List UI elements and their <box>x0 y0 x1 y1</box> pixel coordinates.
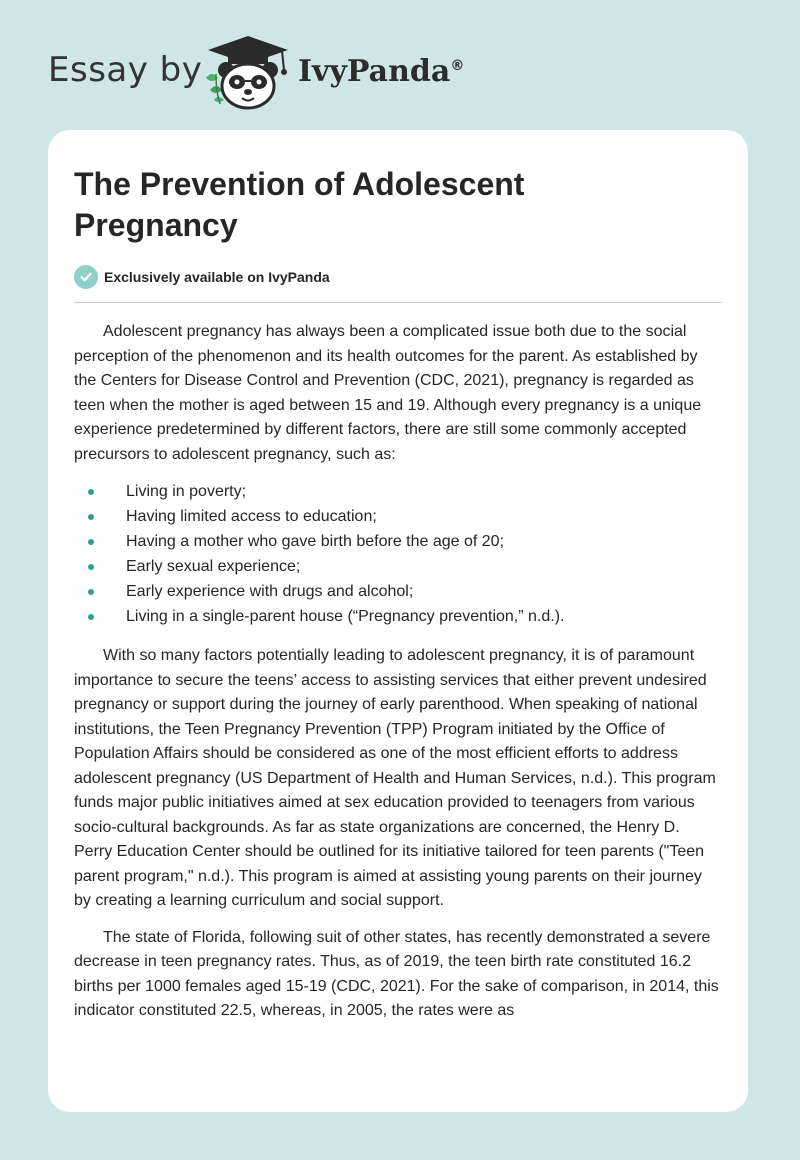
bullet-icon <box>88 539 94 545</box>
exclusive-badge-label: Exclusively available on IvyPanda <box>104 269 330 285</box>
list-item <box>74 479 722 504</box>
list-item <box>74 604 722 629</box>
site-header <box>0 0 800 120</box>
bullet-icon <box>88 514 94 520</box>
list-item-text: Having a mother who gave birth before the age of 20; <box>126 533 505 550</box>
bullet-icon <box>88 589 94 595</box>
essay-body <box>74 320 722 1036</box>
list-item-text: Living in a single-parent house (“Pregnancy prevention,” n.d.). <box>126 608 565 625</box>
precursor-list <box>74 479 722 629</box>
list-item-text: Early experience with drugs and alcohol; <box>126 583 414 600</box>
list-item <box>74 529 722 554</box>
title-divider <box>74 302 722 303</box>
list-item <box>74 504 722 529</box>
bullet-icon <box>88 614 94 620</box>
list-item-text: Early sexual experience; <box>126 558 301 575</box>
essay-card <box>48 130 748 1112</box>
list-item <box>74 554 722 579</box>
bullet-icon <box>88 564 94 570</box>
paragraph-1: Adolescent pregnancy has always been a complicated issue both due to the social perception of the phenomenon and its health outcomes for the parent. As established by the Centers for Disease Control and Prevention (CDC, 2021), pregnancy is regarded as teen when the mother is aged between 15 and 19. Although every pregnancy is a unique experience predetermined by different factors, there are still some commonly accepted precursors to adolescent pregnancy, such as: <box>74 323 702 463</box>
list-item-text: Having limited access to education; <box>126 508 377 525</box>
brand-name[interactable] <box>298 54 464 89</box>
exclusive-badge <box>74 264 330 290</box>
list-item <box>74 579 722 604</box>
paragraph-3: The state of Florida, following suit of other states, has recently demonstrated a severe decrease in teen pregnancy rates. Thus, as of 2019, the teen birth rate constituted 16.2 births per 1000 females aged 15-19 (CDC, 2021). For the sake of comparison, in 2014, this indicator constituted 22.5, whereas, in 2005, the rates were as <box>74 928 719 1019</box>
check-icon <box>74 265 98 289</box>
panda-logo-icon[interactable] <box>200 34 294 110</box>
brand-name-text: IvyPanda <box>298 54 451 89</box>
paragraph-2: With so many factors potentially leading to adolescent pregnancy, it is of paramount importance to secure the teens’ access to assisting services that either prevent undesired pregnancy or support during the journey of early parenthood. When speaking of national institutions, the Teen Pregnancy Prevention (TPP) Program initiated by the Office of Population Affairs should be considered as one of the most efficient efforts to address adolescent pregnancy (US Department of Health and Human Services, n.d.). This program funds major public initiatives aimed at sex education provided to teenagers from various socio-cultural backgrounds. As far as state organizations are concerned, the Henry D. Perry Education Center should be outlined for its initiative tailored for teen parents ("Teen parent program," n.d.). This program is aimed at assisting young parents on their journey by creating a learning curriculum and social support. <box>74 647 716 909</box>
bullet-icon <box>88 489 94 495</box>
brand-prefix: Essay by <box>48 50 203 90</box>
essay-title: The Prevention of Adolescent Pregnancy <box>74 166 525 243</box>
list-item-text: Living in poverty; <box>126 483 247 500</box>
registered-mark: ® <box>450 58 465 74</box>
